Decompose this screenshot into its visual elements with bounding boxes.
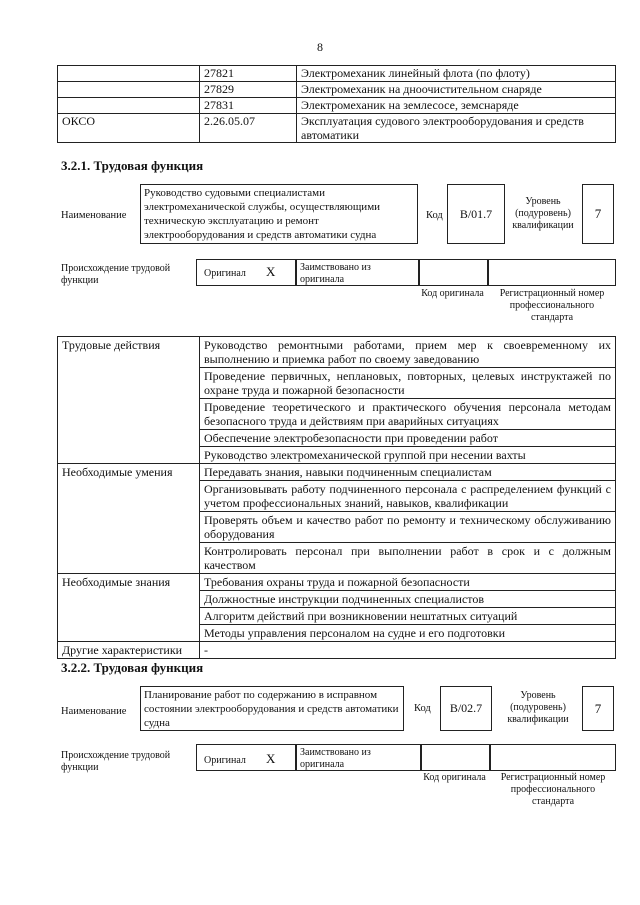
table-row [58, 543, 616, 574]
table-row [58, 368, 616, 399]
original-mark: X [266, 264, 276, 279]
code-value: B/01.7 [447, 184, 505, 244]
table-row [58, 447, 616, 464]
code-original-label: Код оригинала [421, 288, 484, 299]
list-item: Должностные инструкции подчиненных специалистов [200, 591, 616, 608]
reg-number-label: Регистрационный номер профессионального стандарта [499, 288, 605, 323]
code-value: B/02.7 [440, 686, 492, 731]
table-row [58, 481, 616, 512]
list-item: Проведение первичных, неплановых, повторных, целевых инструктажей по охране труда и пожарной безопасности [200, 368, 616, 399]
table-row [58, 512, 616, 543]
divider [418, 259, 420, 286]
table-row [58, 464, 616, 481]
okso-col1 [58, 82, 200, 98]
list-item: Требования охраны труда и пожарной безопасности [200, 574, 616, 591]
divider [295, 744, 297, 771]
section-title: 3.2.1. Трудовая функция [61, 158, 204, 173]
table-row [58, 625, 616, 642]
list-item: Руководство ремонтными работами, прием мер к своевременному их выполнению и приемка работ по своему заведованию [200, 337, 616, 368]
table-row [58, 98, 616, 114]
okso-code: 27831 [200, 98, 297, 114]
name-label: Наименование [61, 706, 127, 717]
okso-col1 [58, 66, 200, 82]
list-item: Проверять объем и качество работ по ремонту и техническому обслуживанию оборудования [200, 512, 616, 543]
borrowed-label: Заимствовано из оригинала [300, 747, 371, 770]
list-item: Передавать знания, навыки подчиненным специалистам [200, 464, 616, 481]
table-row [58, 337, 616, 368]
list-item: Методы управления персоналом на судне и его подготовки [200, 625, 616, 642]
level-value: 7 [582, 184, 614, 244]
other-value: - [200, 642, 616, 659]
table-row [58, 608, 616, 625]
okso-name: Электромеханик на землесосе, земснаряде [297, 98, 616, 114]
function-details-table [57, 336, 616, 659]
table-row [58, 82, 616, 98]
table-row [58, 114, 616, 143]
level-value: 7 [582, 686, 614, 731]
okso-code: 2.26.05.07 [200, 114, 297, 143]
divider [489, 744, 491, 771]
list-item: Обеспечение электробезопасности при проведении работ [200, 430, 616, 447]
origin-label: Происхождение трудовой функции [61, 263, 171, 286]
divider [420, 744, 422, 771]
function-name: Руководство судовыми специалистами электромеханической службы, осуществляющими техническую эксплуатацию и ремонт электрооборудования и средств автоматики судна [140, 184, 418, 244]
okso-name: Эксплуатация судового электрооборудования и средств автоматики [297, 114, 616, 143]
skills-label: Необходимые умения [58, 464, 200, 481]
page-number: 8 [317, 40, 323, 54]
code-label: Код [414, 703, 431, 714]
list-item: Проведение теоретического и практического обучения персонала методам безопасного труда и действиям при аварийных ситуациях [200, 399, 616, 430]
knowledge-label: Необходимые знания [58, 574, 200, 591]
origin-label: Происхождение трудовой функции [61, 750, 171, 773]
okso-col1 [58, 98, 200, 114]
code-label: Код [426, 210, 443, 221]
table-row [58, 66, 616, 82]
divider [295, 259, 297, 286]
original-label: Оригинал [204, 755, 246, 766]
other-label: Другие характеристики [58, 642, 200, 659]
original-mark: X [266, 751, 276, 766]
name-label: Наименование [61, 210, 127, 221]
table-row [58, 430, 616, 447]
okso-col1: ОКСО [58, 114, 200, 143]
table-row [58, 399, 616, 430]
borrowed-label: Заимствовано из оригинала [300, 262, 371, 285]
list-item: Руководство электромеханической группой при несении вахты [200, 447, 616, 464]
divider [487, 259, 489, 286]
okso-code: 27829 [200, 82, 297, 98]
okso-table [57, 65, 616, 143]
list-item: Алгоритм действий при возникновении нештатных ситуаций [200, 608, 616, 625]
level-label: Уровень (подуровень) квалификации [512, 196, 574, 231]
level-label: Уровень (подуровень) квалификации [507, 690, 569, 725]
original-label: Оригинал [204, 268, 246, 279]
code-original-label: Код оригинала [423, 772, 486, 783]
table-row [58, 642, 616, 659]
table-row [58, 574, 616, 591]
okso-name: Электромеханик на дноочистительном снаряде [297, 82, 616, 98]
reg-number-label: Регистрационный номер профессионального стандарта [500, 772, 606, 807]
labor-actions-label: Трудовые действия [58, 337, 200, 368]
okso-code: 27821 [200, 66, 297, 82]
list-item: Контролировать персонал при выполнении работ в срок и с должным качеством [200, 543, 616, 574]
function-name: Планирование работ по содержанию в исправном состоянии электрооборудования и средств автоматики судна [140, 686, 404, 731]
okso-name: Электромеханик линейный флота (по флоту) [297, 66, 616, 82]
list-item: Организовывать работу подчиненного персонала с распределением функций с учетом профессиональных знаний, навыков, квалификации [200, 481, 616, 512]
table-row [58, 591, 616, 608]
section-title: 3.2.2. Трудовая функция [61, 660, 204, 675]
